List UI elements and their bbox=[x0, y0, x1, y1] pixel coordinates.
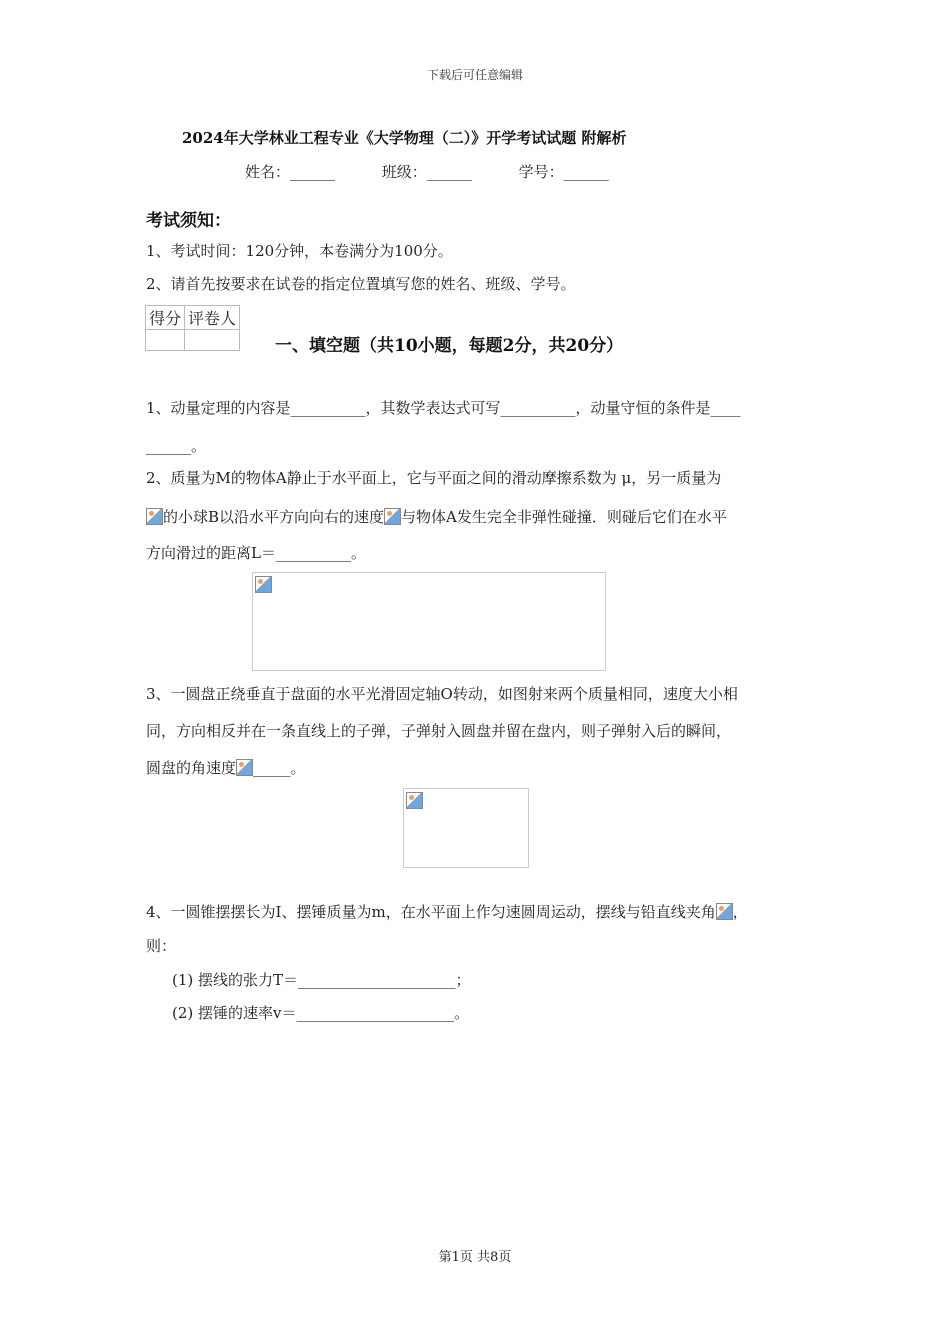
question-4-line-2: 则： bbox=[146, 937, 177, 955]
score-table bbox=[145, 305, 240, 351]
score-cell bbox=[146, 330, 185, 351]
broken-image-icon bbox=[255, 576, 272, 593]
student-info-row bbox=[245, 161, 651, 182]
broken-image-icon bbox=[146, 508, 163, 525]
broken-image-icon bbox=[236, 759, 253, 776]
question-1-line-1: 1、动量定理的内容是__________，其数学表达式可写__________，动量守恒的条件是____ bbox=[146, 399, 741, 417]
header-note: 下载后可任意编辑 bbox=[426, 68, 523, 82]
question-4-sub-1: (1) 摆线的张力T＝_____________________； bbox=[172, 971, 471, 989]
question-4-text-a: 4、一圆锥摆摆长为I、摆锤质量为m，在水平面上作匀速圆周运动，摆线与铅直线夹角 bbox=[146, 903, 716, 921]
document-title: 2024年大学林业工程专业《大学物理（二）》开学考试试题 附解析 bbox=[182, 129, 627, 147]
question-4-sub-2: (2) 摆锤的速率v＝_____________________。 bbox=[172, 1004, 469, 1022]
question-2-line-2 bbox=[146, 507, 727, 527]
broken-image-icon bbox=[384, 508, 401, 525]
section-title: 一、填空题（共10小题，每题2分，共20分） bbox=[275, 336, 624, 356]
page-footer: 第1页 共8页 bbox=[438, 1250, 512, 1265]
question-2-line-1: 2、质量为M的物体A静止于水平面上，它与平面之间的滑动摩擦系数为 μ，另一质量为 bbox=[146, 469, 722, 487]
question-3-text-a: 圆盘的角速度 bbox=[146, 759, 237, 777]
question-3-line-1: 3、一圆盘正绕垂直于盘面的水平光滑固定轴O转动，如图射来两个质量相同，速度大小相 bbox=[146, 685, 738, 703]
question-3-line-3 bbox=[146, 758, 306, 778]
notice-title: 考试须知： bbox=[146, 211, 231, 231]
question-2-line-3: 方向滑过的距离L＝__________。 bbox=[146, 544, 366, 562]
notice-item-1: 1、考试时间：120分钟，本卷满分为100分。 bbox=[146, 242, 453, 260]
class-field: 班级：______ bbox=[381, 163, 472, 181]
question-3-text-b: _____。 bbox=[253, 759, 306, 777]
grader-header: 评卷人 bbox=[185, 306, 240, 330]
name-field: 姓名：______ bbox=[245, 163, 336, 181]
question-3-figure bbox=[403, 788, 529, 868]
question-2-text-a: 的小球B以沿水平方向向右的速度 bbox=[163, 508, 385, 526]
grader-cell bbox=[185, 330, 240, 351]
score-header: 得分 bbox=[146, 306, 185, 330]
question-2-text-b: 与物体A发生完全非弹性碰撞．则碰后它们在水平 bbox=[401, 508, 727, 526]
question-4-text-b: ， bbox=[732, 903, 748, 921]
question-2-figure bbox=[252, 572, 606, 671]
question-1-line-2: ______。 bbox=[146, 437, 207, 455]
notice-item-2: 2、请首先按要求在试卷的指定位置填写您的姓名、班级、学号。 bbox=[146, 275, 576, 293]
question-3-line-2: 同，方向相反并在一条直线上的子弹，子弹射入圆盘并留在盘内，则子弹射入后的瞬间， bbox=[146, 722, 732, 740]
broken-image-icon bbox=[406, 792, 423, 809]
student-id-field: 学号：______ bbox=[518, 163, 609, 181]
question-4-line-1 bbox=[146, 902, 748, 922]
broken-image-icon bbox=[716, 903, 733, 920]
